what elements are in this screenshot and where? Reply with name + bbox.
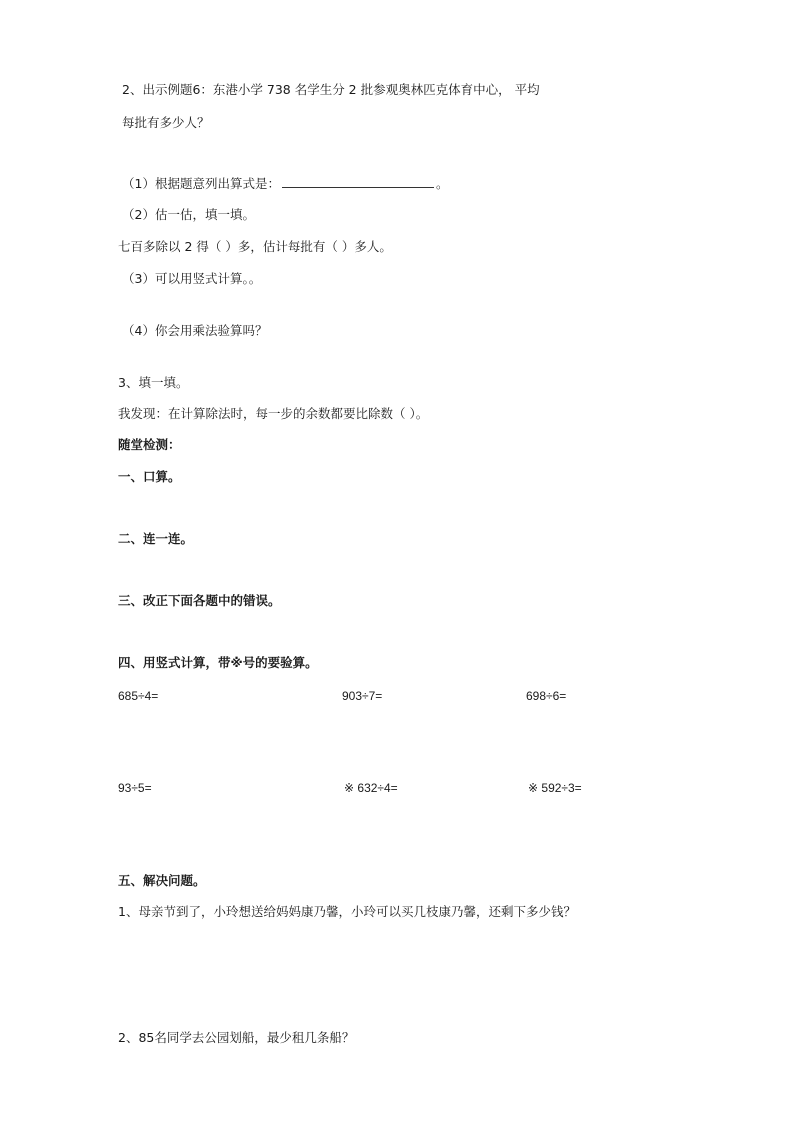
question-2: （2）估一估，填一填。	[122, 207, 255, 222]
section-3-title: 三、改正下面各题中的错误。	[118, 593, 281, 608]
calc-903: 903÷7=	[342, 689, 383, 703]
fill-title: 3、填一填。	[118, 375, 189, 390]
question-3: （3）可以用竖式计算。。	[122, 271, 262, 286]
question-2-detail: 七百多除以 2 得（ ）多，估计每批有（ ）多人。	[118, 239, 392, 254]
check-title: 随堂检测：	[118, 437, 181, 452]
calc-698: 698÷6=	[526, 689, 567, 703]
fill-finding: 我发现：在计算除法时，每一步的余数都要比除数（ ）。	[118, 406, 429, 421]
calc-685: 685÷4=	[118, 689, 159, 703]
answer-blank[interactable]	[282, 175, 434, 188]
section-4-title: 四、用竖式计算，带※号的要验算。	[118, 655, 318, 670]
section-2-title: 二、连一连。	[118, 531, 194, 546]
example-line-2: 每批有多少人？	[122, 115, 210, 130]
problem-1: 1、母亲节到了，小玲想送给妈妈康乃馨，小玲可以买几枝康乃馨，还剩下多少钱？	[118, 904, 576, 919]
example-line-1: 2、出示例题6：东港小学 738 名学生分 2 批参观奥林匹克体育中心， 平均	[122, 82, 540, 97]
section-1-title: 一、口算。	[118, 469, 181, 484]
question-1-text: （1）根据题意列出算式是：	[122, 176, 280, 191]
calc-592: ※ 592÷3=	[528, 781, 582, 795]
question-4: （4）你会用乘法验算吗？	[122, 323, 268, 338]
calc-93: 93÷5=	[118, 781, 152, 795]
question-1-end: 。	[435, 176, 449, 191]
section-5-title: 五、解决问题。	[118, 873, 206, 888]
calc-632: ※ 632÷4=	[344, 781, 398, 795]
problem-2: 2、85名同学去公园划船，最少租几条船？	[118, 1030, 355, 1045]
question-1	[122, 175, 448, 192]
